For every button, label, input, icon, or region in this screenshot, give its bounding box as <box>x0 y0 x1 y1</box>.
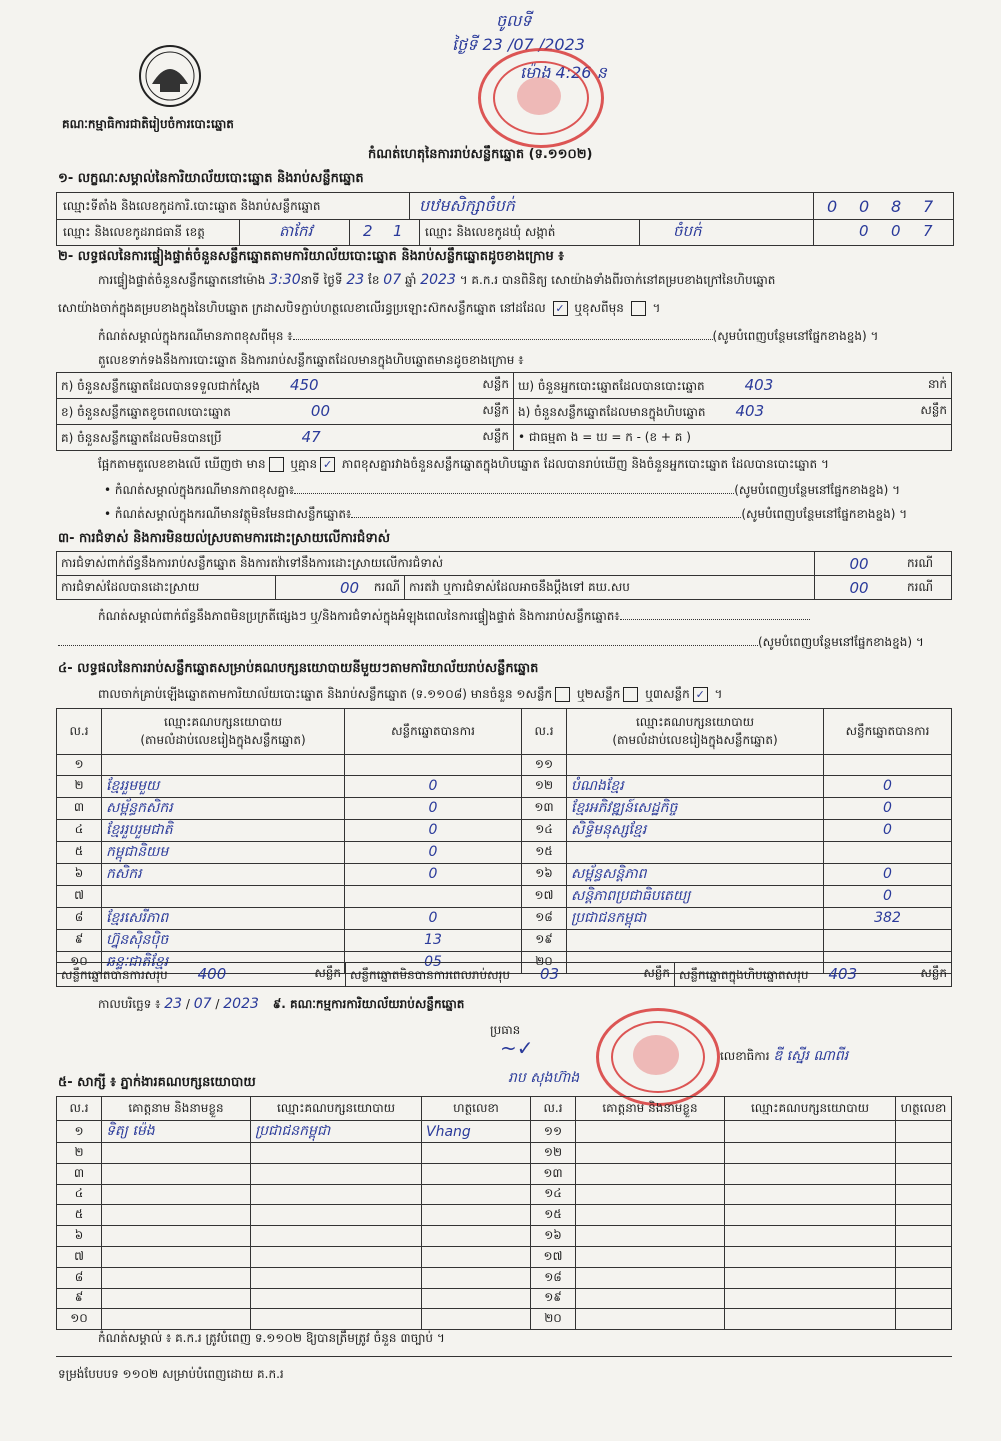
witness-signature <box>422 1205 531 1226</box>
party-name: សិទ្ធិមនុស្សខ្មែរ <box>567 819 824 841</box>
nec-logo <box>138 44 202 108</box>
witness-number: ៦ <box>57 1226 102 1247</box>
results-row <box>57 863 952 885</box>
commune-label: ឈ្មោះ និងលេខកូដឃុំ សង្កាត់ <box>425 225 556 239</box>
party-name: ខ្មែររួបរួមជាតិ <box>102 819 345 841</box>
received-date: ថ្ងៃទី 23 /07 /2023 <box>452 35 585 54</box>
witness-name <box>102 1205 251 1226</box>
witness-row <box>57 1267 952 1288</box>
witness-signature <box>896 1246 952 1267</box>
witness-signature <box>896 1226 952 1247</box>
witness-party <box>725 1246 896 1267</box>
party-name: សន្តិភាពប្រជាធិបតេយ្យ <box>567 885 824 907</box>
party-name: ខ្មែររួមមួយ <box>102 775 345 797</box>
witness-party <box>725 1226 896 1247</box>
results-table: ល.រ ឈ្មោះគណបក្សនយោបាយ (តាមលំដាប់លេខរៀងក្នុងសន្លឹកឆ្នោត) សន្លឹកឆ្នោតបានការ ល.រ ឈ្មោះគណបក្សនយោបាយ (តាមលំដាប់លេខរៀងក្នុងសន្លឹកឆ្នោត) សន្លឹកឆ្នោតបានការ ១ ១១ ២ ខ្មែររួមមួយ 0 ១២ បំណងខ្មែរ 0 ៣ សម្ព័ន្ធកសិករ 0 ១៣ ខ្មែរអភិវឌ្ឍន៍សេដ្ឋកិច្ច 0 ៤ ខ្មែររួបរួមជាតិ 0 ១៤ សិទ្ធិមនុស្សខ្មែរ 0 ៥ កម្ពុជានិយម 0 ១៥ ៦ កសិករ 0 ១៦ សម្ព័ន្ធសន្តិភាព 0 ៧ ១៧ សន្តិភាពប្រជាធិបតេយ្យ 0 ៨ ខ្មែរសេរីភាព 0 ១៨ ប្រជាជនកម្ពុជា 382 ៩ ហ្វ៊ុនស៊ិនប៉ិច 13 ១៩ ១០ ឆន្ទៈជាតិខ្មែរ 05 ២០ <box>56 708 952 974</box>
party-number: ១០ <box>57 951 102 973</box>
witness-party <box>251 1267 422 1288</box>
witness-signature <box>896 1205 952 1226</box>
party-number: ២០ <box>522 951 567 973</box>
red-stamp-committee <box>596 1008 720 1106</box>
party-number: ១៨ <box>522 907 567 929</box>
president-signature: ~✓ <box>500 1036 534 1060</box>
witness-row <box>57 1246 952 1267</box>
verify-line3: កំណត់សម្គាល់ក្នុងករណីមានភាពខុសពីមុន ៖ (សូមបំពេញបន្ថែមនៅផ្នែកខាងខ្នង) ។ <box>98 329 879 343</box>
results-row <box>57 775 952 797</box>
secretary-name: ឌី ស្នើរ ណាពីរ <box>773 1048 849 1064</box>
party-votes: 0 <box>345 907 522 929</box>
party-number: ៥ <box>57 841 102 863</box>
witness-signature <box>896 1309 952 1330</box>
results-row <box>57 929 952 951</box>
province-value: តាកែវ <box>279 222 313 240</box>
section2-heading: ២- លទ្ធផលនៃការផ្ទៀងផ្ទាត់ចំនួនសន្លឹកឆ្នោតតាមការិយាល័យបោះឆ្នោត និងរាប់សន្លឹកឆ្នោតដូចខាងក្រោម ៖ <box>58 249 564 264</box>
results-row <box>57 907 952 929</box>
party-name: កម្ពុជានិយម <box>102 841 345 863</box>
verify-time: 3:30 <box>269 272 301 288</box>
same-checkbox[interactable]: ✓ <box>553 301 568 316</box>
witness-party <box>251 1309 422 1330</box>
witness-number: ១១ <box>531 1121 576 1143</box>
party-number: ១៧ <box>522 885 567 907</box>
objections-count: 00 <box>849 554 869 573</box>
section4-subline: ពាលចាក់គ្រាប់ឡើងឆ្នោតតាមការិយាល័យបោះឆ្នោត និងរាប់សន្លឹកឆ្នោត (ទ.១១០៨) មានចំនួន ១សន្លឹក ឬ២សន្លឹក ឬ៣សន្លឹក ✓ ។ <box>98 687 723 701</box>
witness-party <box>251 1184 422 1205</box>
witness-name <box>102 1184 251 1205</box>
total-valid: 400 <box>197 964 227 983</box>
location-code-3: 8 <box>891 197 902 216</box>
witness-party <box>725 1121 896 1143</box>
witness-signature <box>422 1184 531 1205</box>
discrepancy-yes-checkbox[interactable] <box>269 457 284 472</box>
president-label: ប្រធាន <box>490 1023 521 1037</box>
voters-count: 403 <box>744 375 774 394</box>
witness-party <box>251 1143 422 1164</box>
party-votes <box>824 841 952 863</box>
witness-name <box>576 1246 725 1267</box>
party-name: សម្ព័ន្ធសន្តិភាព <box>567 863 824 885</box>
witness-signature <box>896 1184 952 1205</box>
witness-row <box>57 1143 952 1164</box>
results-row <box>57 841 952 863</box>
witness-name <box>576 1121 725 1143</box>
witness-signature <box>896 1288 952 1309</box>
party-number: ១៦ <box>522 863 567 885</box>
witness-number: ៨ <box>57 1267 102 1288</box>
party-name: បំណងខ្មែរ <box>567 775 824 797</box>
one-sheet-checkbox[interactable] <box>555 687 570 702</box>
spoiled-ballots: 00 <box>310 401 331 420</box>
total-in-box: 403 <box>828 964 858 983</box>
witness-number: ៧ <box>57 1246 102 1267</box>
witness-name: ទិត្យ ម៉េង <box>102 1121 251 1143</box>
witness-signature: Vhang <box>422 1121 531 1143</box>
witness-name <box>576 1143 725 1164</box>
commune-value: ចំបក់ <box>673 222 702 240</box>
section3-note-line2: (សូមបំពេញបន្ថែមនៅផ្នែកខាងខ្នង) ។ <box>58 634 924 652</box>
witness-name <box>102 1226 251 1247</box>
witness-name <box>102 1288 251 1309</box>
party-number: ៧ <box>57 885 102 907</box>
party-votes: 0 <box>824 797 952 819</box>
witness-name <box>102 1267 251 1288</box>
witness-number: ២ <box>57 1143 102 1164</box>
witness-row <box>57 1309 952 1330</box>
section5-heading: ៥- សាក្សី ៖ ភ្នាក់ងារគណបក្សនយោបាយ <box>58 1075 256 1090</box>
witness-party <box>725 1288 896 1309</box>
party-number: ៤ <box>57 819 102 841</box>
commune-code-1: 0 <box>859 222 869 240</box>
results-row <box>57 885 952 907</box>
party-votes: 0 <box>345 797 522 819</box>
party-votes <box>345 885 522 907</box>
appeal-count: 00 <box>849 578 869 597</box>
party-votes: 0 <box>345 819 522 841</box>
party-name: កសិករ <box>102 863 345 885</box>
witness-signature <box>422 1309 531 1330</box>
witness-name <box>576 1267 725 1288</box>
party-votes: 0 <box>824 775 952 797</box>
unused-ballots: 47 <box>301 427 321 446</box>
province-code-2: 1 <box>393 222 403 240</box>
party-number: ៣ <box>57 797 102 819</box>
witness-number: ១៤ <box>531 1184 576 1205</box>
footer-text: ទម្រង់បែបបទ ១១០២ សម្រាប់បំពេញដោយ គ.ក.រ <box>58 1367 284 1381</box>
witness-party: ប្រជាជនកម្ពុជា <box>251 1121 422 1143</box>
witness-table: ល.រ គោត្តនាម និងនាមខ្លួន ឈ្មោះគណបក្សនយោបាយ ហត្ថលេខា ល.រ គោត្តនាម និងនាមខ្លួន ឈ្មោះគណបក្សនយោបាយ ហត្ថលេខា ១ ទិត្យ ម៉េង ប្រជាជនកម្ពុជា Vhang ១១ ២ ១២ ៣ ១៣ ៤ ១៤ ៥ ១៥ ៦ ១៦ ៧ ១៧ ៨ ១៨ ៩ ១៩ ១០ ២០ <box>56 1096 952 1330</box>
party-number: ៩ <box>57 929 102 951</box>
location-code-2: 0 <box>859 197 870 216</box>
witness-signature <box>422 1163 531 1184</box>
section1-heading: ១- លក្ខណៈសម្គាល់នៃការិយាល័យបោះឆ្នោត និងរាប់សន្លឹកឆ្នោត <box>58 171 364 186</box>
witness-party <box>251 1288 422 1309</box>
resolved-count: 00 <box>340 578 360 597</box>
party-votes: 382 <box>824 907 952 929</box>
results-row <box>57 819 952 841</box>
ballots-in-box: 403 <box>735 401 765 420</box>
witness-signature <box>896 1267 952 1288</box>
party-number: ១៩ <box>522 929 567 951</box>
party-name: ហ្វ៊ុនស៊ិនប៉ិច <box>102 929 345 951</box>
witness-signature <box>422 1143 531 1164</box>
witness-signature <box>896 1143 952 1164</box>
party-name <box>102 755 345 776</box>
verify-line4: តួលេខទាក់ទងនឹងការបោះឆ្នោត និងការរាប់សន្លឹកឆ្នោតដែលមានក្នុងហិបឆ្នោតមានដូចខាងក្រោម ៖ <box>98 353 524 367</box>
commune-code-2: 0 <box>891 222 901 240</box>
party-votes <box>345 755 522 776</box>
section5-note: កំណត់សម្គាល់ ៖ គ.ក.រ ត្រូវបំពេញ ទ.១១០២ ឱ្យបានត្រឹមត្រូវ ចំនួន ៣ច្បាប់ ។ <box>98 1331 445 1345</box>
party-number: ៨ <box>57 907 102 929</box>
commune-code-3: 7 <box>923 222 933 240</box>
party-number: ២ <box>57 775 102 797</box>
verify-day: 23 <box>346 272 365 288</box>
witness-party <box>725 1163 896 1184</box>
location-code-1: 0 <box>827 197 838 216</box>
witness-row <box>57 1121 952 1143</box>
section1-box <box>56 192 954 246</box>
witness-party <box>725 1309 896 1330</box>
witness-number: ១៨ <box>531 1267 576 1288</box>
witness-number: ១៥ <box>531 1205 576 1226</box>
witness-name <box>576 1309 725 1330</box>
location-label: ឈ្មោះទីតាំង និងលេខកូដការិ.បោះឆ្នោត និងរាប់សន្លឹកឆ្នោត <box>63 199 321 213</box>
red-stamp-top <box>478 48 604 148</box>
witness-party <box>725 1205 896 1226</box>
results-row <box>57 797 952 819</box>
witness-row <box>57 1205 952 1226</box>
witness-name <box>102 1143 251 1164</box>
received-line1: ចូលទី <box>496 11 532 30</box>
witness-party <box>251 1205 422 1226</box>
date-line: កាលបរិច្ឆេទ ៖ 23 / 07 / 2023 ៩. គណៈកម្មការការិយាល័យរាប់សន្លឹកឆ្នោត <box>98 996 465 1012</box>
witness-name <box>102 1163 251 1184</box>
witness-party <box>725 1267 896 1288</box>
party-votes: 05 <box>345 951 522 973</box>
witness-number: ៥ <box>57 1205 102 1226</box>
location-code-4: 7 <box>923 197 934 216</box>
president-name: រាប សុងហ៊ាង <box>508 1070 580 1086</box>
different-checkbox[interactable] <box>631 301 646 316</box>
witness-number: ៩ <box>57 1288 102 1309</box>
witness-row <box>57 1163 952 1184</box>
party-name <box>102 885 345 907</box>
party-name <box>567 929 824 951</box>
party-name <box>567 755 824 776</box>
section4-heading: ៤- លទ្ធផលនៃការរាប់សន្លឹកឆ្នោតសម្រាប់គណបក្សនយោបាយនីមួយៗតាមការិយាល័យរាប់សន្លឹកឆ្នោត <box>58 661 539 676</box>
bullet-discrepancy: • កំណត់សម្គាល់ក្នុងករណីមានភាពខុសគ្នា៖ (សូមបំពេញបន្ថែមនៅផ្នែកខាងខ្នង) ។ <box>104 483 901 497</box>
witness-party <box>251 1226 422 1247</box>
discrepancy-no-checkbox[interactable]: ✓ <box>320 457 335 472</box>
party-number: ៦ <box>57 863 102 885</box>
witness-signature <box>422 1288 531 1309</box>
witness-number: ១៩ <box>531 1288 576 1309</box>
verify-year: 2023 <box>420 272 456 288</box>
verify-month: 07 <box>383 272 402 288</box>
party-name: ខ្មែរសេរីភាព <box>102 907 345 929</box>
witness-name <box>576 1184 725 1205</box>
witness-row <box>57 1288 952 1309</box>
witness-name <box>102 1309 251 1330</box>
witness-number: ៣ <box>57 1163 102 1184</box>
province-label: ឈ្មោះ និងលេខកូដរាជធានី ខេត្ត <box>63 225 205 239</box>
total-invalid: 03 <box>539 964 560 983</box>
party-votes <box>824 929 952 951</box>
party-votes: 0 <box>345 775 522 797</box>
party-votes: 0 <box>824 819 952 841</box>
witness-number: ១០ <box>57 1309 102 1330</box>
witness-name <box>576 1205 725 1226</box>
three-sheet-checkbox[interactable]: ✓ <box>693 687 708 702</box>
party-votes: 0 <box>345 841 522 863</box>
witness-party <box>725 1143 896 1164</box>
location-value: បឋមសិក្សាចំបក់ <box>419 196 515 215</box>
section3-note: កំណត់សម្គាល់ពាក់ព័ន្ធនឹងភាពមិនប្រក្រតីផ្សេងៗ ឬ/និងការជំទាស់ក្នុងអំឡុងពេលនៃការផ្ទៀងផ្ទាត់ និងការរាប់សន្លឹកឆ្នោត៖ <box>98 608 810 626</box>
form-title: កំណត់ហេតុនៃការរាប់សន្លឹកឆ្នោត (ទ.១១០២) <box>368 147 593 162</box>
verify-line1: ការផ្ទៀងផ្ទាត់ចំនួនសន្លឹកឆ្នោតនៅម៉ោង 3:30នាទី ថ្ងៃទី 23 ខែ 07 ឆ្នាំ 2023 ។ គ.ក.រ បានពិនិត្យ សោយ៉ាងទាំងពីរចាក់នៅគម្របខាងក្រៅនៃហិបឆ្នោត <box>98 272 776 288</box>
witness-number: ៤ <box>57 1184 102 1205</box>
received-time: ម៉ោង 4:26 ន <box>520 63 607 82</box>
witness-party <box>251 1163 422 1184</box>
witness-number: ១៧ <box>531 1246 576 1267</box>
witness-signature <box>896 1163 952 1184</box>
witness-row <box>57 1226 952 1247</box>
results-row <box>57 755 952 776</box>
party-number: ១៤ <box>522 819 567 841</box>
party-name: ខ្មែរអភិវឌ្ឍន៍សេដ្ឋកិច្ច <box>567 797 824 819</box>
party-name <box>567 841 824 863</box>
party-number: ១១ <box>522 755 567 776</box>
objections-table: ការជំទាស់ពាក់ព័ន្ធនឹងការរាប់សន្លឹកឆ្នោត និងការតវ៉ាទៅនឹងការដោះស្រាយលើការជំទាស់ 00 ករណី ការជំទាស់ដែលបានដោះស្រាយ 00 ករណី ការតវ៉ា ឬការជំទាស់ដែលអាចនឹងប្តឹងទៅ គឃ.សប 00 ករណី <box>56 551 952 600</box>
witness-signature <box>896 1121 952 1143</box>
verify-line2: សោយ៉ាងចាក់ក្នុងគម្របខាងក្នុងនៃហិបឆ្នោត ក្រដាសបិទភ្ជាប់ហត្ថលេខាលើរន្ធប្រឡោះស៊កសន្លឹកឆ្នោត នៅដដែល ✓ ឬខុសពីមុន ។ <box>58 301 661 315</box>
two-sheet-checkbox[interactable] <box>623 687 638 702</box>
witness-number: ១២ <box>531 1143 576 1164</box>
figures-table: ក) ចំនួនសន្លឹកឆ្នោតដែលបានទទួលជាក់ស្តែង 450 សន្លឹក ឃ) ចំនួនអ្នកបោះឆ្នោតដែលបានបោះឆ្នោត 403 នាក់ ខ) ចំនួនសន្លឹកឆ្នោតខូចពេលបោះឆ្នោត 00 សន្លឹក ង) ចំនួនសន្លឹកឆ្នោតដែលមានក្នុងហិបឆ្នោត 403 សន្លឹក គ) ចំនួនសន្លឹកឆ្នោតដែលមិនបានប្រើ 47 សន្លឹក • ជាធម្មតា ង = ឃ = ក - (ខ + គ ) <box>56 372 952 451</box>
party-name: សម្ព័ន្ធកសិករ <box>102 797 345 819</box>
witness-signature <box>422 1267 531 1288</box>
witness-number: ១៣ <box>531 1163 576 1184</box>
witness-number: ២០ <box>531 1309 576 1330</box>
witness-name <box>576 1288 725 1309</box>
witness-number: ១ <box>57 1121 102 1143</box>
section3-heading: ៣- ការជំទាស់ និងការមិនយល់ស្របតាមការដោះស្រាយលើការជំទាស់ <box>58 531 390 546</box>
party-votes: 0 <box>824 863 952 885</box>
witness-signature <box>422 1226 531 1247</box>
results-totals: សន្លឹកឆ្នោតបានការសរុប 400 សន្លឹក សន្លឹកឆ្នោតមិនបានការពេលរាប់សរុប 03 សន្លឹក សន្លឹកឆ្នោតក្នុងហិបឆ្នោតសរុប 403 សន្លឹក <box>56 962 952 987</box>
party-number: ១៣ <box>522 797 567 819</box>
witness-party <box>725 1184 896 1205</box>
bullet-foreign-objects: • កំណត់សម្គាល់ក្នុងករណីមានវត្ថុមិនមែនជាសន្លឹកឆ្នោត៖ (សូមបំពេញបន្ថែមនៅផ្នែកខាងខ្នង) ។ <box>104 507 908 521</box>
witness-row <box>57 1184 952 1205</box>
witness-party <box>251 1246 422 1267</box>
witness-number: ១៦ <box>531 1226 576 1247</box>
witness-name <box>102 1246 251 1267</box>
discrepancy-line: ផ្អែកតាមតួលេខខាងលើ ឃើញថា មាន ឬគ្មាន ✓ ភាពខុសគ្នារវាងចំនួនសន្លឹកឆ្នោតក្នុងហិបឆ្នោត ដែលបានរាប់ឃើញ និងចំនួនអ្នកបោះឆ្នោត ដែលបានបោះឆ្នោត ។ <box>98 457 829 471</box>
witness-name <box>576 1163 725 1184</box>
party-votes: 13 <box>345 929 522 951</box>
witness-signature <box>422 1246 531 1267</box>
witness-name <box>576 1226 725 1247</box>
party-name: ឆន្ទៈជាតិខ្មែរ <box>102 951 345 973</box>
province-code-1: 2 <box>363 222 373 240</box>
party-votes: 0 <box>345 863 522 885</box>
received-ballots: 450 <box>289 375 319 394</box>
party-votes: 0 <box>824 885 952 907</box>
party-votes <box>824 755 952 776</box>
party-number: ១៥ <box>522 841 567 863</box>
party-name: ប្រជាជនកម្ពុជា <box>567 907 824 929</box>
secretary-line: លេខាធិការ ឌី ស្នើរ ណាពីរ <box>720 1048 849 1064</box>
org-name: គណៈកម្មាធិការជាតិរៀបចំការបោះឆ្នោត <box>62 117 234 131</box>
party-number: ១ <box>57 755 102 776</box>
party-number: ១២ <box>522 775 567 797</box>
